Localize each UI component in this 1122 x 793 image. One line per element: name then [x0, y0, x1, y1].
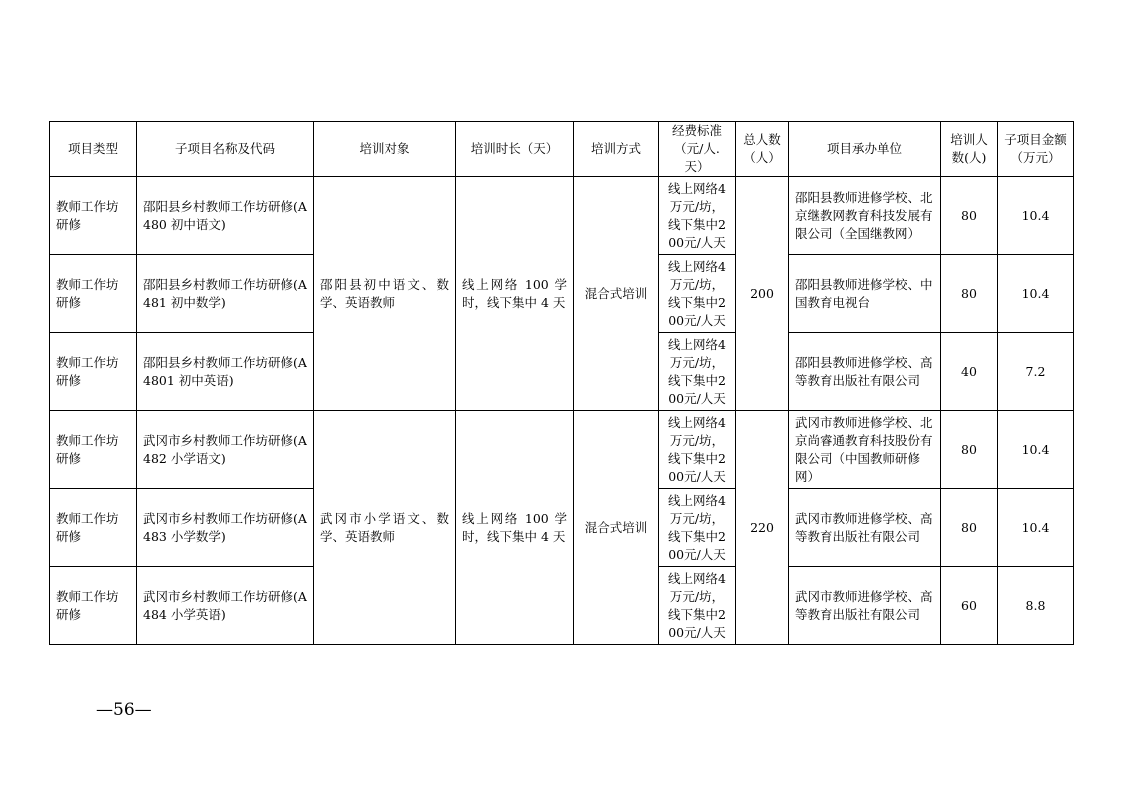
fee-standard-cell: 线上网络4万元/坊，线下集中200元/人天: [659, 567, 736, 645]
table-header-row: [50, 122, 1074, 177]
header-fee-standard: 经费标准（元/人.天）: [659, 122, 736, 177]
header-project-type: 项目类型: [50, 122, 137, 177]
header-training-target: 培训对象: [314, 122, 456, 177]
subproject-amount-cell: 8.8: [998, 567, 1074, 645]
subproject-name-cell: 邵阳县乡村教师工作坊研修(A481 初中数学): [137, 255, 314, 333]
organizer-cell: 武冈市教师进修学校、高等教育出版社有限公司: [789, 489, 941, 567]
trainee-count-cell: 80: [941, 177, 998, 255]
page-number: —56—: [96, 700, 152, 720]
header-trainee-count: 培训人数(人): [941, 122, 998, 177]
header-training-method: 培训方式: [574, 122, 659, 177]
training-method-cell: 混合式培训: [574, 177, 659, 411]
trainee-count-cell: 60: [941, 567, 998, 645]
subproject-amount-cell: 10.4: [998, 489, 1074, 567]
subproject-amount-cell: 10.4: [998, 411, 1074, 489]
fee-standard-cell: 线上网络4万元/坊，线下集中200元/人天: [659, 333, 736, 411]
project-type-cell: 教师工作坊研修: [50, 411, 137, 489]
total-people-cell: 200: [736, 177, 789, 411]
table-row: [50, 411, 1074, 489]
trainee-count-cell: 40: [941, 333, 998, 411]
organizer-cell: 邵阳县教师进修学校、中国教育电视台: [789, 255, 941, 333]
trainee-count-cell: 80: [941, 411, 998, 489]
project-type-cell: 教师工作坊研修: [50, 489, 137, 567]
table-row: [50, 177, 1074, 255]
header-subproject-name: 子项目名称及代码: [137, 122, 314, 177]
training-project-table: [49, 121, 1074, 645]
training-target-cell: 邵阳县初中语文、数学、英语教师: [314, 177, 456, 411]
header-total-people: 总人数（人）: [736, 122, 789, 177]
training-target-cell: 武冈市小学语文、数学、英语教师: [314, 411, 456, 645]
organizer-cell: 武冈市教师进修学校、北京尚睿通教育科技股份有限公司（中国教师研修网）: [789, 411, 941, 489]
organizer-cell: 邵阳县教师进修学校、高等教育出版社有限公司: [789, 333, 941, 411]
subproject-amount-cell: 10.4: [998, 255, 1074, 333]
training-duration-cell: 线上网络 100 学时，线下集中 4 天: [456, 411, 574, 645]
subproject-name-cell: 武冈市乡村教师工作坊研修(A483 小学数学): [137, 489, 314, 567]
subproject-name-cell: 武冈市乡村教师工作坊研修(A482 小学语文): [137, 411, 314, 489]
project-type-cell: 教师工作坊研修: [50, 333, 137, 411]
total-people-cell: 220: [736, 411, 789, 645]
fee-standard-cell: 线上网络4万元/坊，线下集中200元/人天: [659, 255, 736, 333]
header-subproject-amount: 子项目金额（万元）: [998, 122, 1074, 177]
project-type-cell: 教师工作坊研修: [50, 567, 137, 645]
organizer-cell: 武冈市教师进修学校、高等教育出版社有限公司: [789, 567, 941, 645]
subproject-amount-cell: 7.2: [998, 333, 1074, 411]
project-type-cell: 教师工作坊研修: [50, 255, 137, 333]
training-duration-cell: 线上网络 100 学时，线下集中 4 天: [456, 177, 574, 411]
fee-standard-cell: 线上网络4万元/坊，线下集中200元/人天: [659, 411, 736, 489]
trainee-count-cell: 80: [941, 489, 998, 567]
fee-standard-cell: 线上网络4万元/坊，线下集中200元/人天: [659, 489, 736, 567]
subproject-name-cell: 武冈市乡村教师工作坊研修(A484 小学英语): [137, 567, 314, 645]
subproject-name-cell: 邵阳县乡村教师工作坊研修(A480 初中语文): [137, 177, 314, 255]
header-training-duration: 培训时长（天）: [456, 122, 574, 177]
training-method-cell: 混合式培训: [574, 411, 659, 645]
project-type-cell: 教师工作坊研修: [50, 177, 137, 255]
fee-standard-cell: 线上网络4万元/坊，线下集中200元/人天: [659, 177, 736, 255]
subproject-name-cell: 邵阳县乡村教师工作坊研修(A4801 初中英语): [137, 333, 314, 411]
subproject-amount-cell: 10.4: [998, 177, 1074, 255]
trainee-count-cell: 80: [941, 255, 998, 333]
header-organizer: 项目承办单位: [789, 122, 941, 177]
organizer-cell: 邵阳县教师进修学校、北京继教网教育科技发展有限公司（全国继教网）: [789, 177, 941, 255]
